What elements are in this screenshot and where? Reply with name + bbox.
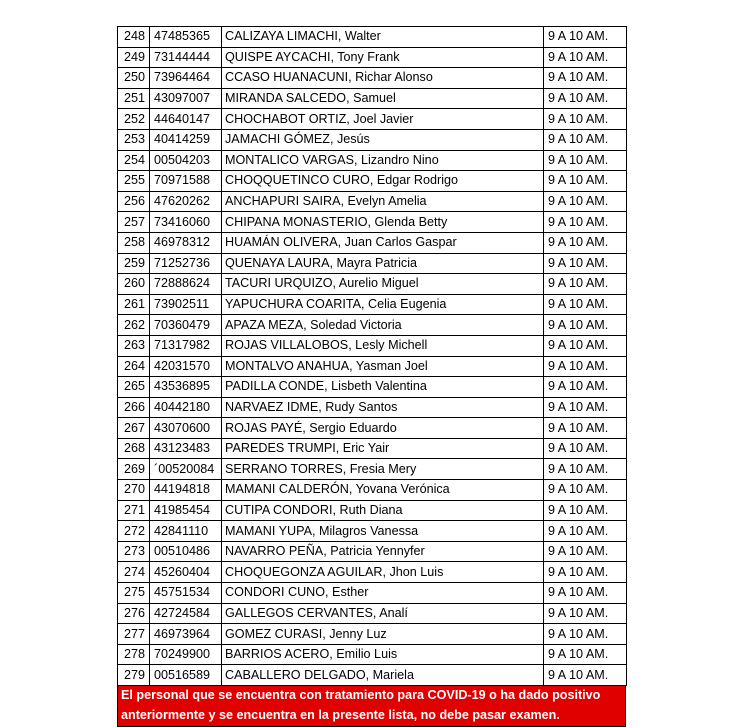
dni-cell: 73416060 xyxy=(150,212,222,233)
row-number-cell: 253 xyxy=(118,129,150,150)
dni-cell: 70971588 xyxy=(150,171,222,192)
schedule-time-cell: 9 A 10 AM. xyxy=(544,356,627,377)
schedule-time-cell: 9 A 10 AM. xyxy=(544,665,627,686)
row-number-cell: 278 xyxy=(118,644,150,665)
schedule-time-cell: 9 A 10 AM. xyxy=(544,212,627,233)
schedule-time-cell: 9 A 10 AM. xyxy=(544,521,627,542)
dni-cell: 47485365 xyxy=(150,27,222,48)
table-row xyxy=(118,541,627,562)
schedule-time-cell: 9 A 10 AM. xyxy=(544,150,627,171)
table-row xyxy=(118,480,627,501)
schedule-time-cell: 9 A 10 AM. xyxy=(544,418,627,439)
full-name-cell: CALIZAYA LIMACHI, Walter xyxy=(222,27,544,48)
table-row xyxy=(118,603,627,624)
dni-cell: 41985454 xyxy=(150,500,222,521)
schedule-time-cell: 9 A 10 AM. xyxy=(544,315,627,336)
full-name-cell: BARRIOS ACERO, Emilio Luis xyxy=(222,644,544,665)
table-row xyxy=(118,418,627,439)
schedule-time-cell: 9 A 10 AM. xyxy=(544,27,627,48)
dni-cell: 73964464 xyxy=(150,68,222,89)
table-row xyxy=(118,129,627,150)
table-row xyxy=(118,521,627,542)
dni-cell: 00510486 xyxy=(150,541,222,562)
full-name-cell: CONDORI CUNO, Esther xyxy=(222,583,544,604)
schedule-time-cell: 9 A 10 AM. xyxy=(544,88,627,109)
dni-cell: 45751534 xyxy=(150,583,222,604)
full-name-cell: PADILLA CONDE, Lisbeth Valentina xyxy=(222,377,544,398)
full-name-cell: CHOQUEGONZA AGUILAR, Jhon Luis xyxy=(222,562,544,583)
table-row xyxy=(118,109,627,130)
schedule-time-cell: 9 A 10 AM. xyxy=(544,459,627,480)
row-number-cell: 248 xyxy=(118,27,150,48)
dni-cell: 70360479 xyxy=(150,315,222,336)
schedule-time-cell: 9 A 10 AM. xyxy=(544,274,627,295)
table-row xyxy=(118,274,627,295)
schedule-time-cell: 9 A 10 AM. xyxy=(544,644,627,665)
row-number-cell: 257 xyxy=(118,212,150,233)
table-row xyxy=(118,47,627,68)
schedule-time-cell: 9 A 10 AM. xyxy=(544,377,627,398)
full-name-cell: CHOCHABOT ORTIZ, Joel Javier xyxy=(222,109,544,130)
table-row xyxy=(118,253,627,274)
table-row xyxy=(118,459,627,480)
table-row xyxy=(118,665,627,686)
dni-cell: 73144444 xyxy=(150,47,222,68)
full-name-cell: MAMANI CALDERÓN, Yovana Verónica xyxy=(222,480,544,501)
dni-cell: 40442180 xyxy=(150,397,222,418)
row-number-cell: 272 xyxy=(118,521,150,542)
dni-cell: 00516589 xyxy=(150,665,222,686)
row-number-cell: 279 xyxy=(118,665,150,686)
full-name-cell: MAMANI YUPA, Milagros Vanessa xyxy=(222,521,544,542)
dni-cell: 46978312 xyxy=(150,232,222,253)
full-name-cell: GOMEZ CURASI, Jenny Luz xyxy=(222,624,544,645)
dni-cell: 43097007 xyxy=(150,88,222,109)
schedule-time-cell: 9 A 10 AM. xyxy=(544,562,627,583)
schedule-time-cell: 9 A 10 AM. xyxy=(544,500,627,521)
row-number-cell: 262 xyxy=(118,315,150,336)
full-name-cell: CCASO HUANACUNI, Richar Alonso xyxy=(222,68,544,89)
full-name-cell: GALLEGOS CERVANTES, Analí xyxy=(222,603,544,624)
full-name-cell: TACURI URQUIZO, Aurelio Miguel xyxy=(222,274,544,295)
schedule-time-cell: 9 A 10 AM. xyxy=(544,68,627,89)
full-name-cell: CABALLERO DELGADO, Mariela xyxy=(222,665,544,686)
dni-cell: 43536895 xyxy=(150,377,222,398)
covid-notice-line-1: El personal que se encuentra con tratamiento para COVID-19 o ha dado positivo xyxy=(121,688,601,702)
schedule-time-cell: 9 A 10 AM. xyxy=(544,541,627,562)
full-name-cell: JAMACHI GÓMEZ, Jesús xyxy=(222,129,544,150)
row-number-cell: 268 xyxy=(118,438,150,459)
full-name-cell: SERRANO TORRES, Fresia Mery xyxy=(222,459,544,480)
row-number-cell: 273 xyxy=(118,541,150,562)
dni-cell: 42724584 xyxy=(150,603,222,624)
row-number-cell: 276 xyxy=(118,603,150,624)
row-number-cell: 251 xyxy=(118,88,150,109)
row-number-cell: 270 xyxy=(118,480,150,501)
full-name-cell: YAPUCHURA COARITA, Celia Eugenia xyxy=(222,294,544,315)
schedule-time-cell: 9 A 10 AM. xyxy=(544,294,627,315)
row-number-cell: 250 xyxy=(118,68,150,89)
row-number-cell: 254 xyxy=(118,150,150,171)
dni-cell: 72888624 xyxy=(150,274,222,295)
dni-cell: 00504203 xyxy=(150,150,222,171)
full-name-cell: APAZA MEZA, Soledad Victoria xyxy=(222,315,544,336)
dni-cell: 70249900 xyxy=(150,644,222,665)
row-number-cell: 271 xyxy=(118,500,150,521)
row-number-cell: 260 xyxy=(118,274,150,295)
row-number-cell: 252 xyxy=(118,109,150,130)
schedule-time-cell: 9 A 10 AM. xyxy=(544,253,627,274)
schedule-time-cell: 9 A 10 AM. xyxy=(544,397,627,418)
full-name-cell: ANCHAPURI SAIRA, Evelyn Amelia xyxy=(222,191,544,212)
schedule-time-cell: 9 A 10 AM. xyxy=(544,191,627,212)
row-number-cell: 258 xyxy=(118,232,150,253)
full-name-cell: MIRANDA SALCEDO, Samuel xyxy=(222,88,544,109)
row-number-cell: 259 xyxy=(118,253,150,274)
row-number-cell: 255 xyxy=(118,171,150,192)
row-number-cell: 249 xyxy=(118,47,150,68)
dni-cell: 71252736 xyxy=(150,253,222,274)
row-number-cell: 263 xyxy=(118,335,150,356)
row-number-cell: 275 xyxy=(118,583,150,604)
exam-schedule-sheet xyxy=(117,26,626,727)
full-name-cell: CHOQQUETINCO CURO, Edgar Rodrigo xyxy=(222,171,544,192)
table-row xyxy=(118,562,627,583)
full-name-cell: ROJAS VILLALOBOS, Lesly Michell xyxy=(222,335,544,356)
schedule-time-cell: 9 A 10 AM. xyxy=(544,129,627,150)
table-row xyxy=(118,68,627,89)
schedule-time-cell: 9 A 10 AM. xyxy=(544,603,627,624)
schedule-time-cell: 9 A 10 AM. xyxy=(544,232,627,253)
table-row xyxy=(118,583,627,604)
table-row xyxy=(118,397,627,418)
table-row xyxy=(118,88,627,109)
schedule-time-cell: 9 A 10 AM. xyxy=(544,438,627,459)
table-row xyxy=(118,294,627,315)
dni-cell: 43070600 xyxy=(150,418,222,439)
full-name-cell: PAREDES TRUMPI, Eric Yair xyxy=(222,438,544,459)
schedule-time-cell: 9 A 10 AM. xyxy=(544,171,627,192)
row-number-cell: 267 xyxy=(118,418,150,439)
table-row xyxy=(118,315,627,336)
row-number-cell: 274 xyxy=(118,562,150,583)
full-name-cell: ROJAS PAYÉ, Sergio Eduardo xyxy=(222,418,544,439)
dni-cell: 46973964 xyxy=(150,624,222,645)
full-name-cell: QUISPE AYCACHI, Tony Frank xyxy=(222,47,544,68)
row-number-cell: 256 xyxy=(118,191,150,212)
candidate-table-body xyxy=(118,27,627,686)
table-row xyxy=(118,150,627,171)
table-row xyxy=(118,335,627,356)
dni-cell: ´00520084 xyxy=(150,459,222,480)
dni-cell: 47620262 xyxy=(150,191,222,212)
table-row xyxy=(118,438,627,459)
covid-notice-line-2: anteriormente y se encuentra en la presente lista, no debe pasar examen. xyxy=(121,707,560,722)
table-row xyxy=(118,377,627,398)
full-name-cell: CUTIPA CONDORI, Ruth Diana xyxy=(222,500,544,521)
row-number-cell: 265 xyxy=(118,377,150,398)
table-row xyxy=(118,171,627,192)
row-number-cell: 269 xyxy=(118,459,150,480)
full-name-cell: HUAMÁN OLIVERA, Juan Carlos Gaspar xyxy=(222,232,544,253)
row-number-cell: 266 xyxy=(118,397,150,418)
table-row xyxy=(118,232,627,253)
full-name-cell: NARVAEZ IDME, Rudy Santos xyxy=(222,397,544,418)
candidate-table xyxy=(117,26,627,686)
dni-cell: 42031570 xyxy=(150,356,222,377)
schedule-time-cell: 9 A 10 AM. xyxy=(544,109,627,130)
table-row xyxy=(118,356,627,377)
table-row xyxy=(118,212,627,233)
schedule-time-cell: 9 A 10 AM. xyxy=(544,480,627,501)
dni-cell: 43123483 xyxy=(150,438,222,459)
full-name-cell: MONTALVO ANAHUA, Yasman Joel xyxy=(222,356,544,377)
full-name-cell: CHIPANA MONASTERIO, Glenda Betty xyxy=(222,212,544,233)
full-name-cell: QUENAYA LAURA, Mayra Patricia xyxy=(222,253,544,274)
table-row xyxy=(118,500,627,521)
row-number-cell: 261 xyxy=(118,294,150,315)
full-name-cell: MONTALICO VARGAS, Lizandro Nino xyxy=(222,150,544,171)
schedule-time-cell: 9 A 10 AM. xyxy=(544,47,627,68)
table-row xyxy=(118,191,627,212)
dni-cell: 73902511 xyxy=(150,294,222,315)
dni-cell: 40414259 xyxy=(150,129,222,150)
table-row xyxy=(118,644,627,665)
dni-cell: 42841110 xyxy=(150,521,222,542)
table-row xyxy=(118,27,627,48)
full-name-cell: NAVARRO PEÑA, Patricia Yennyfer xyxy=(222,541,544,562)
table-row xyxy=(118,624,627,645)
dni-cell: 44640147 xyxy=(150,109,222,130)
schedule-time-cell: 9 A 10 AM. xyxy=(544,583,627,604)
row-number-cell: 277 xyxy=(118,624,150,645)
dni-cell: 71317982 xyxy=(150,335,222,356)
schedule-time-cell: 9 A 10 AM. xyxy=(544,335,627,356)
dni-cell: 44194818 xyxy=(150,480,222,501)
schedule-time-cell: 9 A 10 AM. xyxy=(544,624,627,645)
row-number-cell: 264 xyxy=(118,356,150,377)
dni-cell: 45260404 xyxy=(150,562,222,583)
covid-notice-banner xyxy=(117,686,626,727)
